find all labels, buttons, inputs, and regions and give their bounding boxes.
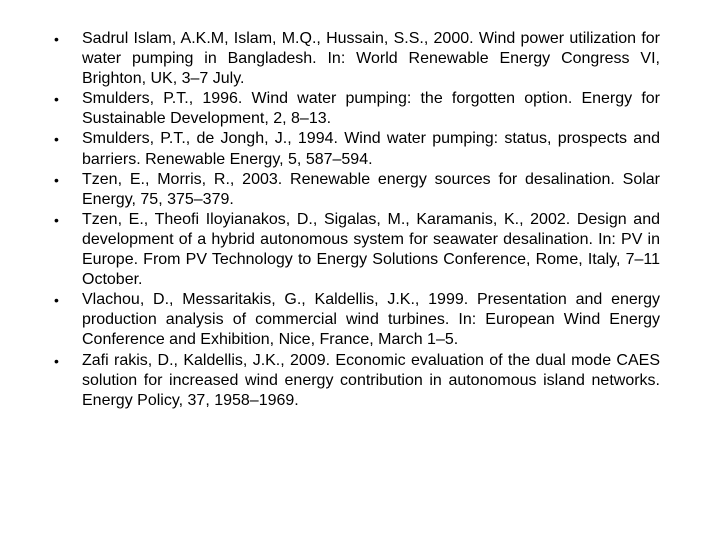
bullet-icon: • bbox=[54, 91, 59, 108]
reference-text: Tzen, E., Morris, R., 2003. Renewable energy sources for desalination. Solar Energy, 75, 375–379. bbox=[82, 170, 660, 208]
reference-text: Sadrul Islam, A.K.M, Islam, M.Q., Hussain, S.S., 2000. Wind power utilization for water pumping in Bangladesh. In: World Renewable Energy Congress VI, Brighton, UK, 3–7 July. bbox=[82, 30, 660, 88]
bullet-icon: • bbox=[54, 352, 59, 369]
bullet-icon: • bbox=[54, 131, 59, 148]
reference-item bbox=[52, 210, 660, 290]
bullet-icon: • bbox=[54, 171, 59, 188]
reference-text: Vlachou, D., Messaritakis, G., Kaldellis, J.K., 1999. Presentation and energy production analysis of commercial wind turbines. In: European Wind Energy Conference and Exhibition, Nice, France, March 1–5. bbox=[82, 291, 660, 349]
reference-item bbox=[52, 29, 660, 89]
reference-item bbox=[52, 89, 660, 129]
reference-item bbox=[52, 351, 660, 411]
reference-item bbox=[52, 129, 660, 169]
bullet-icon: • bbox=[54, 292, 59, 309]
bullet-icon: • bbox=[54, 211, 59, 228]
bullet-icon: • bbox=[54, 31, 59, 47]
reference-item bbox=[52, 170, 660, 210]
reference-list bbox=[52, 29, 660, 411]
reference-text: Zafi rakis, D., Kaldellis, J.K., 2009. Economic evaluation of the dual mode CAES solution for increased wind energy contribution in autonomous island networks. Energy Policy, 37, 1958–1969. bbox=[82, 351, 660, 409]
reference-text: Smulders, P.T., 1996. Wind water pumping: the forgotten option. Energy for Sustainable Development, 2, 8–13. bbox=[82, 90, 660, 128]
reference-item bbox=[52, 290, 660, 350]
reference-text: Smulders, P.T., de Jongh, J., 1994. Wind water pumping: status, prospects and barriers. Renewable Energy, 5, 587–594. bbox=[82, 130, 660, 168]
reference-text: Tzen, E., Theofi Iloyianakos, D., Sigalas, M., Karamanis, K., 2002. Design and development of a hybrid autonomous system for seawater desalination. In: PV in Europe. From PV Technology to Energy Solutions Conference, Rome, Italy, 7–11 October. bbox=[82, 210, 660, 289]
